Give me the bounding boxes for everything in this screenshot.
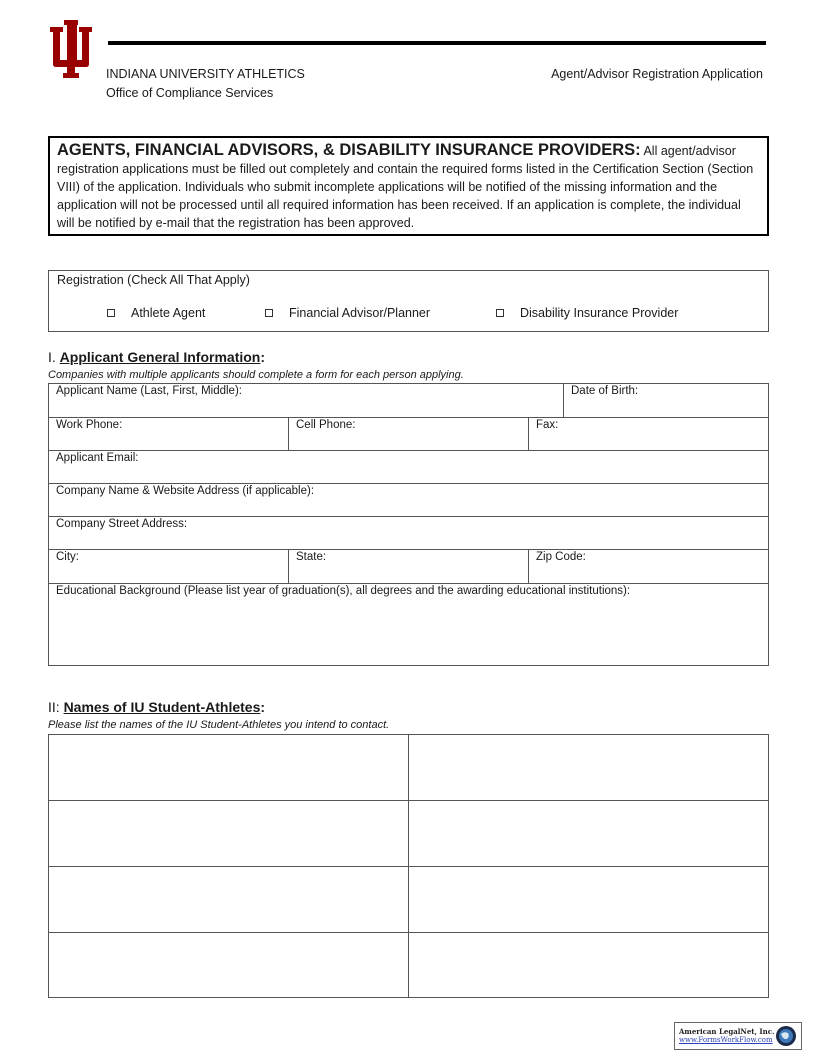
athlete-name-cell[interactable] xyxy=(49,933,409,998)
section2-title: Names of IU Student-Athletes xyxy=(63,699,261,715)
option-athlete-agent[interactable] xyxy=(107,306,205,320)
cell-phone-field[interactable] xyxy=(289,418,529,451)
org-name: INDIANA UNIVERSITY ATHLETICS xyxy=(106,67,305,81)
legalnet-stamp[interactable] xyxy=(674,1022,802,1050)
field-label: Company Name & Website Address (if applicable): xyxy=(56,485,315,497)
field-label: Educational Background (Please list year of graduation(s), all degrees and the awarding educational institutions): xyxy=(56,585,631,597)
document-title: Agent/Advisor Registration Application xyxy=(551,67,763,81)
field-label: Fax: xyxy=(536,419,559,431)
zip-field[interactable] xyxy=(529,550,769,584)
stamp-url[interactable]: www.FormsWorkFlow.com xyxy=(679,1036,773,1044)
city-field[interactable] xyxy=(49,550,289,584)
section1-title: Applicant General Information xyxy=(59,349,261,365)
work-phone-field[interactable] xyxy=(49,418,289,451)
registration-title: Registration (Check All That Apply) xyxy=(57,273,250,287)
field-label: Work Phone: xyxy=(56,419,123,431)
field-label: Zip Code: xyxy=(536,551,586,563)
option-label: Financial Advisor/Planner xyxy=(289,306,431,320)
athlete-name-cell[interactable] xyxy=(49,867,409,933)
checkbox-icon[interactable] xyxy=(107,309,115,317)
field-label: Cell Phone: xyxy=(296,419,356,431)
athlete-name-cell[interactable] xyxy=(409,735,769,801)
option-label: Disability Insurance Provider xyxy=(520,306,679,320)
field-label: State: xyxy=(296,551,327,563)
section2-subtitle: Please list the names of the IU Student-Athletes you intend to contact. xyxy=(48,719,390,731)
field-label: Company Street Address: xyxy=(56,518,188,530)
registration-box xyxy=(48,270,769,332)
athlete-name-cell[interactable] xyxy=(409,801,769,867)
section1-heading xyxy=(48,349,265,365)
option-financial-advisor[interactable] xyxy=(265,306,430,320)
notice-heading: AGENTS, FINANCIAL ADVISORS, & DISABILITY INSURANCE PROVIDERS: xyxy=(57,141,641,159)
header-rule xyxy=(108,41,766,45)
office-name: Office of Compliance Services xyxy=(106,86,274,100)
globe-icon xyxy=(775,1025,797,1047)
athlete-name-cell[interactable] xyxy=(409,933,769,998)
stamp-company: American LegalNet, Inc. xyxy=(679,1027,775,1036)
checkbox-icon[interactable] xyxy=(496,309,504,317)
section2-colon: : xyxy=(260,699,266,715)
applicant-info-grid xyxy=(48,383,769,666)
athlete-name-cell[interactable] xyxy=(49,735,409,801)
option-disability-insurance[interactable] xyxy=(496,306,678,320)
stamp-text xyxy=(679,1027,775,1045)
section1-subtitle: Companies with multiple applicants should complete a form for each person applying. xyxy=(48,369,464,381)
section2-number: II: xyxy=(48,699,64,715)
athlete-name-cell[interactable] xyxy=(49,801,409,867)
section1-number: I. xyxy=(48,349,60,365)
email-field[interactable] xyxy=(49,451,769,484)
iu-trident-logo xyxy=(46,20,96,80)
field-label: Date of Birth: xyxy=(571,385,639,397)
section1-colon: : xyxy=(260,349,266,365)
field-label: Applicant Email: xyxy=(56,452,139,464)
dob-field[interactable] xyxy=(564,384,769,418)
option-label: Athlete Agent xyxy=(131,306,206,320)
notice-box xyxy=(48,136,769,236)
field-label: City: xyxy=(56,551,79,563)
field-label: Applicant Name (Last, First, Middle): xyxy=(56,385,242,397)
company-street-field[interactable] xyxy=(49,517,769,550)
athlete-name-cell[interactable] xyxy=(409,867,769,933)
education-field[interactable] xyxy=(49,584,769,666)
applicant-name-field[interactable] xyxy=(49,384,564,418)
company-name-field[interactable] xyxy=(49,484,769,517)
state-field[interactable] xyxy=(289,550,529,584)
fax-field[interactable] xyxy=(529,418,769,451)
notice-body: All agent/advisor registration applications must be filled out completely and contain the required forms listed in the Certification Section (Section VIII) of the application. Individuals who submit incomplete applications will be notified of the missing information and the application will not be processed until all required information has been received. If an application is complete, the individual will be notified by e-mail that the registration has been approved. xyxy=(57,144,754,230)
section2-heading xyxy=(48,699,265,715)
checkbox-icon[interactable] xyxy=(265,309,273,317)
student-athletes-grid xyxy=(48,734,769,998)
